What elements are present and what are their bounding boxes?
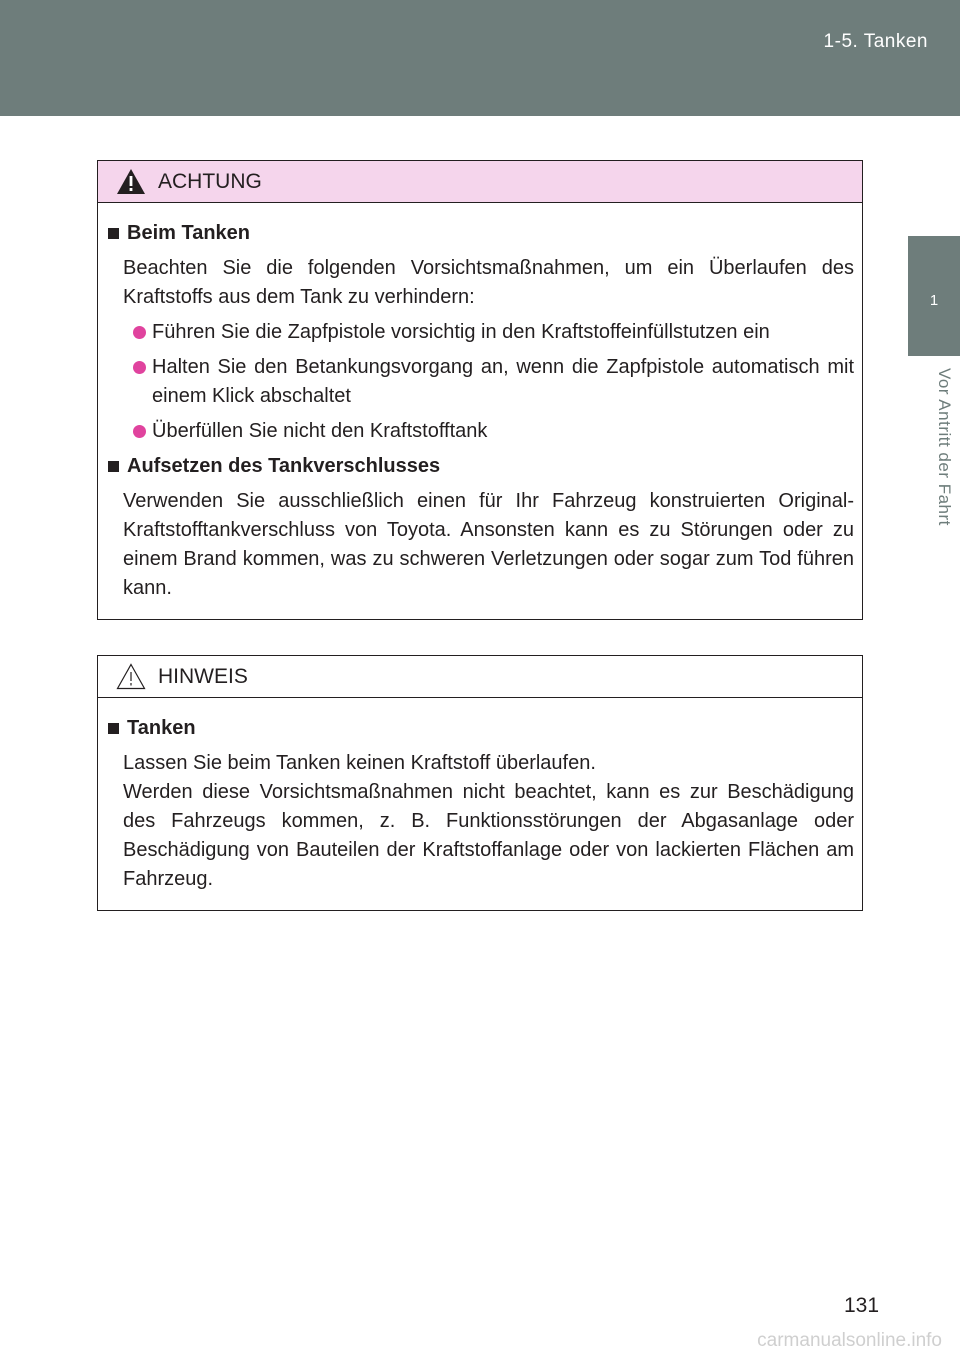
heading-text: Tanken [127,717,196,739]
paragraph: Beachten Sie die folgenden Vorsichtsmaßnahmen, um ein Überlaufen des Kraftstoffs aus dem Tank zu verhindern: [123,257,854,308]
dot-bullet-icon [133,326,146,339]
square-bullet-icon [108,461,119,472]
section-heading [106,714,854,743]
square-bullet-icon [108,723,119,734]
paragraph: Werden diese Vorsichtsmaßnahmen nicht beachtet, kann es zur Beschädigung des Fahrzeugs kommen, z. B. Funktionsstörungen der Abgasanlage oder Beschädigung von Bauteilen der Kraftstoffanlage oder von lackierten Flächen am Fahrzeug. [123,781,854,890]
section-heading [106,219,854,248]
dot-bullet-icon [133,425,146,438]
chapter-title: Vor Antritt der Fahrt [935,368,954,526]
list-item-text: Führen Sie die Zapfpistole vorsichtig in den Kraftstoffeinfüllstutzen ein [152,321,770,343]
header-band [0,0,960,116]
list-item-text: Überfüllen Sie nicht den Kraftstofftank [152,420,488,442]
notice-title: HINWEIS [158,664,248,688]
heading-text: Beim Tanken [127,222,250,244]
notice-box [97,655,863,911]
list-item [133,318,854,347]
warning-body [98,203,862,619]
warning-box [97,160,863,620]
list-item-text: Halten Sie den Betankungsvorgang an, wenn die Zapfpistole automatisch mit einem Klick abschaltet [152,356,854,407]
section-title: 1-5. Tanken [823,31,928,52]
heading-text: Aufsetzen des Tankverschlusses [127,455,441,477]
warning-title: ACHTUNG [158,169,262,193]
paragraph: Verwenden Sie ausschließlich einen für Ihr Fahrzeug konstruierten Original-Kraftstofftankverschluss von Toyota. Ansonsten kann es zu Störungen oder zu einem Brand kommen, was zu schweren Verletzungen oder sogar zum Tod führen kann. [123,490,854,599]
warning-triangle-icon [116,168,146,195]
section-heading [106,452,854,481]
notice-header [98,656,862,698]
paragraph: Lassen Sie beim Tanken keinen Kraftstoff überlaufen. [123,752,596,774]
page-number: 131 [844,1294,880,1317]
chapter-number: 1 [929,292,939,309]
notice-triangle-icon [116,663,146,690]
warning-header [98,161,862,203]
watermark: carmanualsonline.info [757,1330,942,1351]
dot-bullet-icon [133,361,146,374]
notice-body [98,698,862,910]
side-strip [908,116,960,236]
square-bullet-icon [108,228,119,239]
list-item [133,417,854,446]
list-item [133,353,854,411]
